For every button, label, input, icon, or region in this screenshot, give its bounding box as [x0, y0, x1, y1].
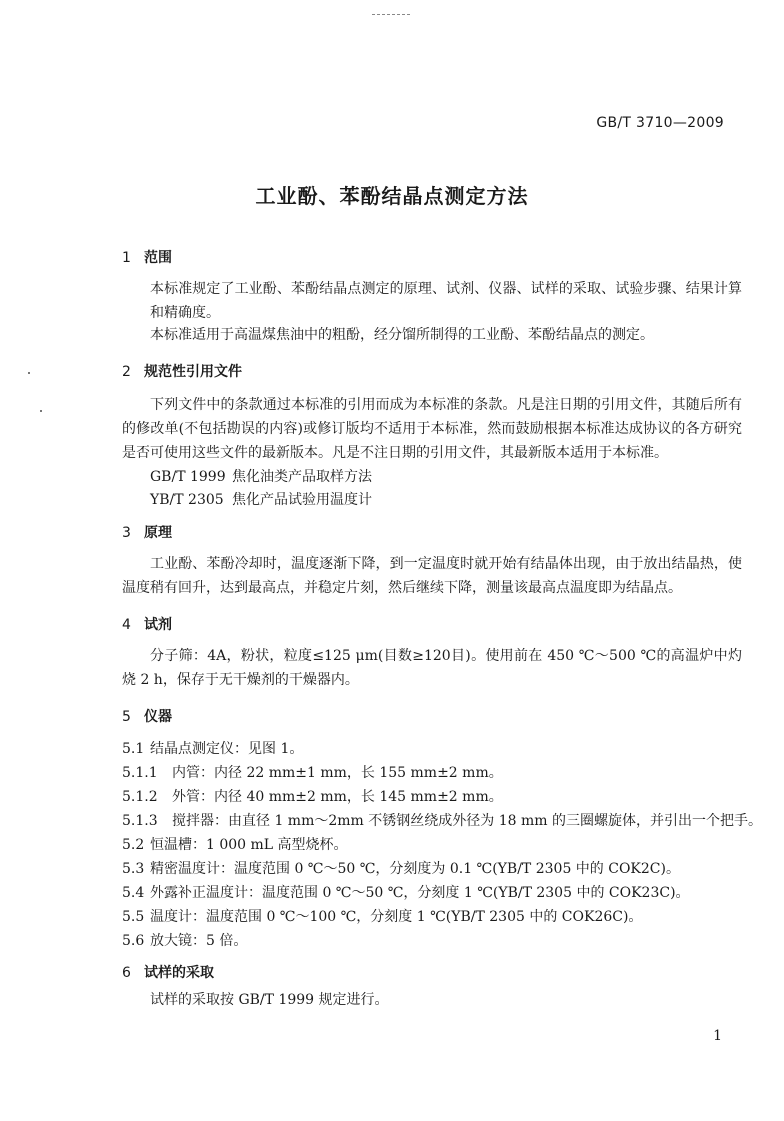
clause-item	[122, 930, 247, 950]
clause-item	[122, 762, 503, 782]
clause-text: 结晶点测定仪：见图 1。	[150, 741, 304, 757]
section-number: 2	[122, 364, 131, 380]
paragraph: 工业酚、苯酚冷却时，温度逐渐下降，到一定温度时就开始有结晶体出现，由于放出结晶热，使温度稍有回升，达到最高点，并稳定片刻，然后继续下降，测量该最高点温度即为结晶点。	[122, 556, 742, 596]
section-title: 试剂	[144, 617, 172, 633]
standard-number: GB/T 3710—2009	[596, 115, 724, 131]
clause-item	[122, 882, 690, 902]
clause-text: 放大镜：5 倍。	[150, 933, 248, 949]
clause-text: 外露补正温度计：温度范围 0 ℃～50 ℃，分刻度 1 ℃(YB/T 2305 中的 COK23C)。	[150, 885, 690, 901]
reference-name: 焦化油类产品取样方法	[232, 469, 372, 485]
paragraph: 本标准规定了工业酚、苯酚结晶点测定的原理、试剂、仪器、试样的采取、试验步骤、结果计算和精确度。	[150, 281, 742, 321]
section-title: 范围	[144, 250, 172, 266]
section-heading-principle	[122, 522, 172, 542]
clause-number: 5.3	[122, 861, 145, 877]
scan-speck	[40, 410, 42, 412]
clause-text: 内管：内径 22 mm±1 mm，长 155 mm±2 mm。	[172, 765, 503, 781]
clause-number: 5.2	[122, 837, 145, 853]
section-number: 1	[122, 250, 131, 266]
reference-item	[150, 466, 372, 486]
clause-item	[122, 738, 303, 758]
section-number: 4	[122, 617, 131, 633]
clause-item	[122, 786, 503, 806]
section-title: 试样的采取	[144, 965, 214, 981]
clause-number: 5.6	[122, 933, 145, 949]
clause-number: 5.1.3	[122, 813, 158, 829]
page-number: 1	[713, 1028, 722, 1044]
section-title: 仪器	[144, 709, 172, 725]
clause-number: 5.1.1	[122, 765, 158, 781]
clause-text: 外管：内径 40 mm±2 mm，长 145 mm±2 mm。	[172, 789, 503, 805]
paragraph: 试样的采取按 GB/T 1999 规定进行。	[150, 992, 389, 1008]
clause-number: 5.1.2	[122, 789, 158, 805]
scan-speck	[28, 372, 30, 374]
section-heading-normative-references	[122, 361, 242, 381]
paragraph: 下列文件中的条款通过本标准的引用而成为本标准的条款。凡是注日期的引用文件，其随后所有的修改单(不包括勘误的内容)或修订版均不适用于本标准，然而鼓励根据本标准达成协议的各方研究是否可使用这些文件的最新版本。凡是不注日期的引用文件，其最新版本适用于本标准。	[122, 397, 742, 461]
section-title: 原理	[144, 525, 172, 541]
paragraph: 本标准适用于高温煤焦油中的粗酚，经分馏所制得的工业酚、苯酚结晶点的测定。	[150, 327, 654, 343]
section-number: 3	[122, 525, 131, 541]
clause-text: 精密温度计：温度范围 0 ℃～50 ℃，分刻度为 0.1 ℃(YB/T 2305 中的 COK2C)。	[150, 861, 680, 877]
clause-text: 恒温槽：1 000 mL 高型烧杯。	[150, 837, 348, 853]
clause-text: 温度计：温度范围 0 ℃～100 ℃，分刻度 1 ℃(YB/T 2305 中的 COK26C)。	[150, 909, 643, 925]
section-number: 5	[122, 709, 131, 725]
clause-item	[122, 810, 762, 830]
reference-code: YB/T 2305	[150, 492, 224, 508]
clause-number: 5.4	[122, 885, 145, 901]
section-heading-reagents	[122, 614, 172, 634]
reference-code: GB/T 1999	[150, 469, 226, 485]
reference-item	[150, 489, 372, 509]
reference-name: 焦化产品试验用温度计	[232, 492, 372, 508]
clause-text: 搅拌器：由直径 1 mm～2mm 不锈钢丝绕成外径为 18 mm 的三圈螺旋体，并引出一个把手。	[172, 813, 762, 829]
document-title: 工业酚、苯酚结晶点测定方法	[255, 184, 529, 208]
section-heading-scope	[122, 247, 172, 267]
clause-item	[122, 858, 680, 878]
section-heading-sampling	[122, 962, 214, 982]
clause-number: 5.5	[122, 909, 145, 925]
scan-mark	[372, 14, 410, 17]
section-heading-apparatus	[122, 706, 172, 726]
clause-item	[122, 906, 642, 926]
clause-number: 5.1	[122, 741, 145, 757]
paragraph: 分子筛：4A，粉状，粒度≤125 μm(目数≥120目)。使用前在 450 ℃～500 ℃的高温炉中灼烧 2 h，保存于无干燥剂的干燥器内。	[122, 648, 742, 688]
section-title: 规范性引用文件	[144, 364, 242, 380]
clause-item	[122, 834, 348, 854]
section-number: 6	[122, 965, 131, 981]
